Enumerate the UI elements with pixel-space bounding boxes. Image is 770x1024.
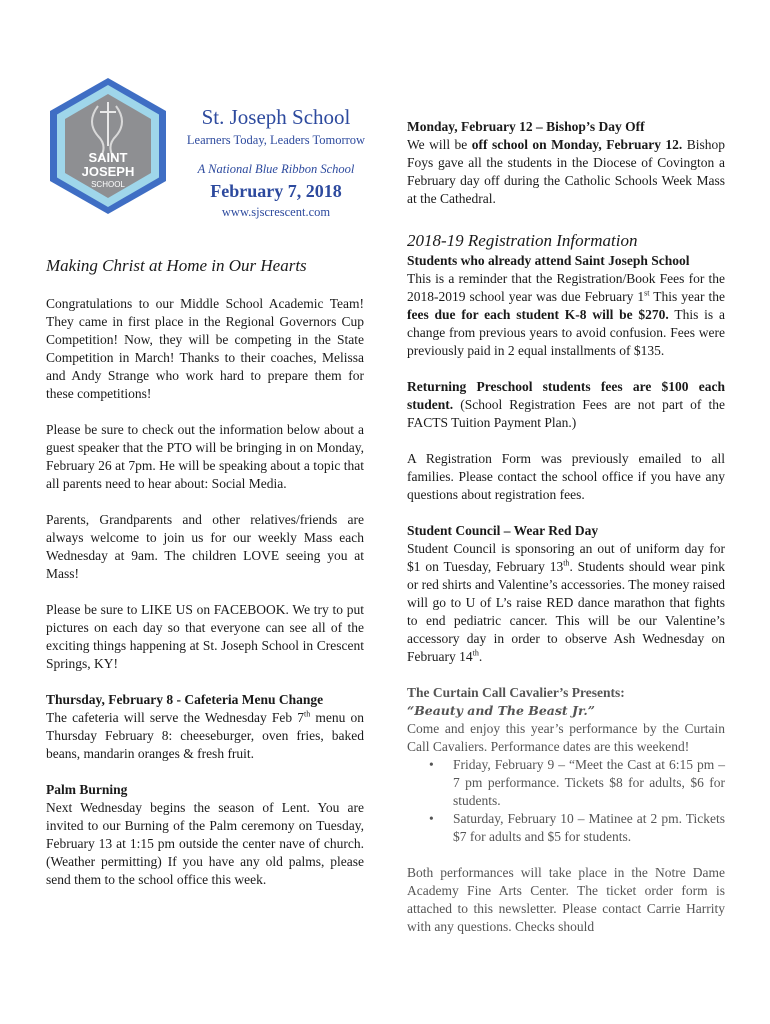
blue-ribbon-line: A National Blue Ribbon School xyxy=(197,162,355,176)
masthead xyxy=(176,104,376,220)
right-column xyxy=(407,118,725,936)
cafeteria-paragraph xyxy=(46,709,364,763)
bishop-text-b: Bishop Foys gave all the students in the Diocese of Covington a February day off during the Catholic Schools Week Mass at the Cathedral. xyxy=(407,137,725,206)
registration-text-bold: fees due for each student K-8 will be $270. xyxy=(407,307,669,322)
bishop-paragraph xyxy=(407,136,725,208)
council-sup-2: th xyxy=(472,648,479,658)
curtain-call-heading: The Curtain Call Cavalier’s Presents: xyxy=(407,685,625,700)
bishop-heading: Monday, February 12 – Bishop’s Day Off xyxy=(407,119,645,134)
registration-text-b: This year the xyxy=(649,289,725,304)
registration-text-a: This is a reminder that the Registration/Book Fees for the 2018-2019 school year was due February 1 xyxy=(407,271,725,304)
registration-paragraph xyxy=(407,270,725,360)
cafeteria-text-b: menu on Thursday February 8: cheeseburger, oven fries, baked beans, mandarin oranges & fresh fruit. xyxy=(46,710,364,761)
palm-paragraph: Next Wednesday begins the season of Lent. You are invited to our Burning of the Palm ceremony on Tuesday, February 13 at 1:15 pm outside the center nave of church. (Weather permitting) If you have any old palms, please send them to the school office this week. xyxy=(46,800,364,887)
left-column xyxy=(46,255,364,907)
registration-form-paragraph: A Registration Form was previously emailed to all families. Please contact the school office if you have any questions about registration fees. xyxy=(407,451,725,502)
council-text-c: . xyxy=(478,649,483,664)
performances-location-paragraph: Both performances will take place in the Notre Dame Academy Fine Arts Center. The ticket order form is attached to this newsletter. Please contact Carrie Harrity with any questions. Checks should xyxy=(407,865,725,934)
cafeteria-sup: th xyxy=(304,709,311,719)
school-website: www.sjscrescent.com xyxy=(221,205,331,219)
cafeteria-text-a: The cafeteria will serve the Wednesday Feb 7 xyxy=(46,710,304,725)
left-section-title: Making Christ at Home in Our Hearts xyxy=(46,256,307,275)
facebook-paragraph: Please be sure to LIKE US on FACEBOOK. We try to put pictures on each day so that everyone can see all of the exciting things happening at St. Joseph School in Crescent Springs, KY! xyxy=(46,602,364,671)
council-sup-1: th xyxy=(563,558,570,568)
school-tagline: Learners Today, Leaders Tomorrow xyxy=(186,133,366,147)
student-council-paragraph xyxy=(407,540,725,666)
weekly-mass-paragraph: Parents, Grandparents and other relatives/friends are always welcome to join us for our weekly Mass each Wednesday at 9am. The children LOVE seeing you at Mass! xyxy=(46,512,364,581)
registration-heading: Students who already attend Saint Joseph School xyxy=(407,253,690,268)
school-logo xyxy=(46,76,170,216)
registration-title: 2018-19 Registration Information xyxy=(407,231,638,250)
school-name: St. Joseph School xyxy=(201,105,351,129)
cafeteria-heading: Thursday, February 8 - Cafeteria Menu Change xyxy=(46,692,324,707)
logo-line-school: SCHOOL xyxy=(91,180,125,189)
list-item: • Saturday, February 10 – Matinee at 2 pm. Tickets $7 for adults and $5 for students. xyxy=(407,810,725,846)
council-text-b: . Students should wear pink or red shirts and Valentine’s accessories. The money raised will go to U of L’s raise RED dance marathon that fights to end pediatric cancer. This will be our Valentine’s accessory day in order to observe Ash Wednesday on February 14 xyxy=(407,559,725,664)
registration-sup: st xyxy=(644,288,650,298)
preschool-text: (School Registration Fees are not part of the FACTS Tuition Payment Plan.) xyxy=(407,397,725,430)
guest-speaker-paragraph: Please be sure to check out the information below about a guest speaker that the PTO will be bringing in on Monday, February 26 at 7pm. He will be speaking about a topic that all parents need to hear about: Social Media. xyxy=(46,422,364,491)
registration-text-c: This is a change from previous years to avoid confusion. Fees were previously paid in 2 equal installments of $135. xyxy=(407,307,725,358)
performance-list xyxy=(407,756,725,846)
newsletter-date: February 7, 2018 xyxy=(210,181,342,201)
preschool-text-bold: Returning Preschool students fees are $100 each student. xyxy=(407,379,725,412)
preschool-paragraph xyxy=(407,378,725,432)
bishop-text-bold: off school on Monday, February 12. xyxy=(471,137,683,152)
logo-line-joseph: JOSEPH xyxy=(81,164,135,179)
palm-heading: Palm Burning xyxy=(46,782,128,797)
council-text-a: Student Council is sponsoring an out of uniform day for $1 on Tuesday, February 13 xyxy=(407,541,725,574)
bishop-text-a: We will be xyxy=(407,137,472,152)
list-item: • Friday, February 9 – “Meet the Cast at 6:15 pm – 7 pm performance. Tickets $8 for adults, $6 for students. xyxy=(407,756,725,810)
logo-line-saint: SAINT xyxy=(88,150,128,165)
student-council-heading: Student Council – Wear Red Day xyxy=(407,523,599,538)
curtain-call-show-title: “Beauty and The Beast Jr.” xyxy=(407,703,595,718)
academic-team-paragraph: Congratulations to our Middle School Academic Team! They came in first place in the Regional Governors Cup Competition! Now, they will be competing in the State Competition in March! Thanks to their coaches, Melissa and Andy Strange who work hard to prepare them for these competitions! xyxy=(46,296,364,401)
curtain-call-paragraph: Come and enjoy this year’s performance by the Curtain Call Cavaliers. Performance dates are this weekend! xyxy=(407,721,725,754)
